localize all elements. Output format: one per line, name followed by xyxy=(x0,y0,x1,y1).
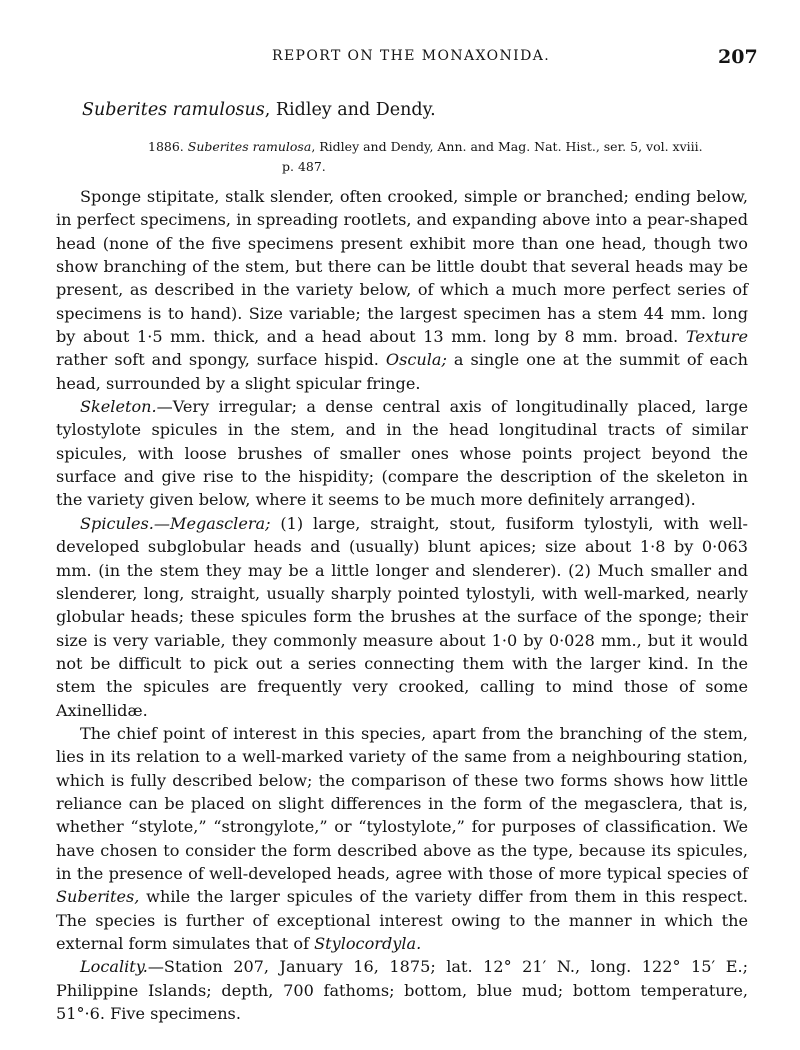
description-text-1: Sponge stipitate, stalk slender, often crooked, simple or branched; ending below, in perfect specimens, in spreading rootlets, and expanding above into a pear-shaped head (none of the five specimens present exhibit more than one head, though two show branching of the stem, but there can be little doubt that several heads may be present, as described in the variety below, of which a much more perfect series of specimens is to hand). Size variable; the largest specimen has a stem 44 mm. long by about 1·5 mm. thick, and a head about 13 mm. long by 8 mm. broad. xyxy=(56,187,748,347)
spicules-paragraph xyxy=(56,512,748,722)
page-number: 207 xyxy=(718,46,758,68)
synonymy-citation: , Ridley and Dendy, Ann. and Mag. Nat. Hist., ser. 5, vol. xviii. xyxy=(311,139,703,154)
texture-label: Texture xyxy=(685,327,748,347)
description-paragraph xyxy=(56,185,748,395)
spicules-label: Spicules.—Megasclera; xyxy=(80,513,271,533)
remarks-text-2: while the larger spicules of the variety differ from them in this respect. The species is further of exceptional interest owing to the manner in which the external form simulates that of xyxy=(56,887,748,953)
locality-label: Locality. xyxy=(80,957,148,977)
synonymy-entry xyxy=(148,137,763,177)
locality-paragraph xyxy=(56,955,748,1025)
running-head xyxy=(0,46,800,70)
locality-text: —Station 207, January 16, 1875; lat. 12° 21′ N., long. 122° 15′ E.; Philippine Islands; depth, 700 fathoms; bottom, blue mud; bottom temperature, 51°·6. Five specimens. xyxy=(56,957,748,1024)
synonymy-year: 1886. xyxy=(148,139,184,154)
synonymy-page: p. 487. xyxy=(282,159,326,174)
species-heading xyxy=(82,100,436,120)
remarks-paragraph xyxy=(56,722,748,955)
description-text-2: rather soft and spongy, surface hispid. xyxy=(56,350,379,370)
body-text xyxy=(56,185,748,1025)
skeleton-paragraph xyxy=(56,395,748,512)
oscula-label: Oscula; xyxy=(385,350,447,370)
genus-suberites: Suberites, xyxy=(56,887,140,907)
species-authority: , Ridley and Dendy. xyxy=(264,100,436,120)
running-title: REPORT ON THE MONAXONIDA. xyxy=(272,48,551,64)
spicules-text: (1) large, straight, stout, fusiform tylostyli, with well-developed subglobular heads and (usually) blunt apices; size about 1·8 by 0·063 mm. (in the stem they may be a little longer and slenderer). (2) Much smaller and slenderer, long, straight, usually sharply pointed tylostyli, with well-marked, nearly globular heads; these spicules form the brushes at the surface of the sponge; their size is very variable, they commonly measure about 1·0 by 0·028 mm., but it would not be difficult to pick out a series connecting them with the larger kind. In the stem the spicules are frequently very crooked, calling to mind those of some Axinellidæ. xyxy=(56,513,748,720)
remarks-text-1: The chief point of interest in this species, apart from the branching of the stem, lies in its relation to a well-marked variety of the same from a neighbouring station, which is fully described below; the comparison of these two forms shows how little reliance can be placed on slight differences in the form of the megasclera, that is, whether “stylote,” “strongylote,” or “tylostylote,” for purposes of classification. We have chosen to consider the form described above as the type, because its spicules, in the presence of well-developed heads, agree with those of more typical species of xyxy=(56,723,748,883)
skeleton-text: —Very irregular; a dense central axis of longitudinally placed, large tylostylote spicules in the stem, and in the head longitudinal tracts of similar spicules, with loose brushes of smaller ones whose points project beyond the surface and give rise to the hispidity; (compare the description of the skeleton in the variety given below, where it seems to be much more definitely arranged). xyxy=(56,397,748,510)
species-name: Suberites ramulosus xyxy=(82,100,265,120)
genus-stylocordyla: Stylocordyla. xyxy=(314,934,422,953)
description-text-3: a single one at the summit of each head, surrounded by a slight spicular fringe. xyxy=(56,350,748,393)
synonymy-name: Suberites ramulosa xyxy=(187,139,312,154)
skeleton-label: Skeleton. xyxy=(80,397,157,417)
